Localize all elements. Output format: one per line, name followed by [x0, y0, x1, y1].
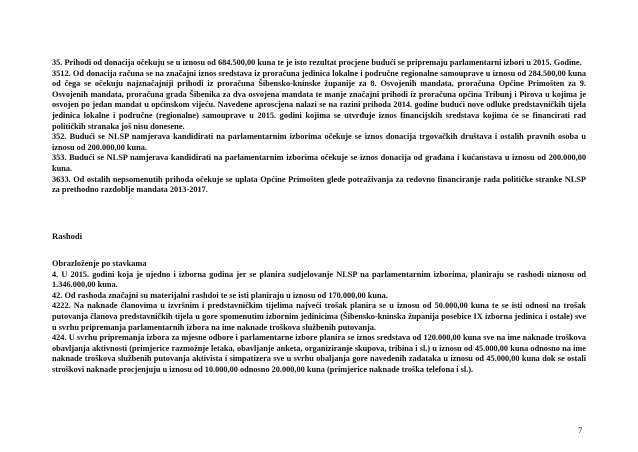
section-heading-rashodi: Rashodi [52, 231, 83, 241]
page-number: 7 [578, 425, 583, 435]
paragraph-35: 35. Prihodi od donacija očekuju se u iznosu od 684.500,00 kuna te je isto rezultat procjene budući se pripremaju parlamentarni izbori u 2015. Godine. [52, 58, 582, 67]
paragraph-4222: 4222. Na naknade članovima u izvršnim i predstavničkim tijelima najveći trošak planira se u iznosu od 50.000,00 kuna te se isti odnosi na trošak putovanja članova predstavničkih tijela u gore spomenutim izbornim jedinicima (Šibensko-kninska županija posebice IX izborna jedinica i ostale) sve u svrhu pripremanja parlamentarnih izbora na ime naknade troškova službenih putovanja. [52, 301, 586, 332]
paragraph-353: 353. Budući se NLSP namjerava kandidirati na parlamentarnim izborima očekuje se iznos donacija od građana i kućanstava u iznosu od 200.000,00 kuna. [52, 153, 586, 173]
paragraph-352: 352. Budući se NLSP namjerava kandidirati na parlamentarnim izborima očekuje se iznos donacija trgovačkih društava i ostalih pravnih osoba u iznosu od 200.000,00 kuna. [52, 132, 586, 152]
paragraph-3512: 3512. Od donacija računa se na značajni iznos sredstava iz proračuna jedinica lokalne i područne regionalne samouprave u iznosu od 284.500,00 kuna od čega se očekuju najznačajniji prihodi iz proračuna Šibensko-kninske županije za 8. Osvojenih mandata, proračuna Općine Primošten za 9. Osvojenih mandata, proračuna grada Šibenika za dva osvojena mandata te manje značajni prihodi iz proračuna općina Tribunj i Pirova u kojima je osvojen po jedan mandat u općinskom vijeću. Navedene aproscjena nalazi se na razini prihoda 2014. godine budući nove odluke predstavničkih tijela jedinica lokalne i područne (regionalne) samouprave u 2015. godini kojima se utvrđuje iznos financijskih sredstava kojima će se financirati rad političkih stranaka još nisu donesene. [52, 68, 586, 131]
paragraph-424: 424. U svrhu pripremanja izbora za mjesne odbore i parlamentarne izbore planira se iznos sredstava od 120.000,00 kuna sve na ime naknade troškova obavljanja aktivnosti (primjerice razmožnje letaka, obavljanje anketa, organiziranje skupova, tribina i sl.) u iznosu od 45.000,00 kuna odnosno na ime naknade troškova službenih putovanja aktivista i simpatizera sve u svrhu obaljanja gore navedenih zadataka u iznosu od 45.000,00 kuna dok se ostali stroškovi naknade procjenjuju u iznosu od 10.000,00 odnosno 20.000,00 kuna (primjerice naknade troška telefona i sl.). [52, 333, 586, 374]
subheading-explanation: Obrazloženje po stavkama [52, 259, 147, 268]
paragraph-3633: 3633. Od ostalih nepsomenutih prihoda očekuje se uplata Općine Primošten glede potraživanja za redovno financiranje rada političke stranke NLSP za prethodno razdoblje mandata 2013-2017. [52, 174, 586, 195]
income-section [52, 58, 586, 196]
paragraph-42: 42. Od rashoda značajni su materijalni rashdoi te se isti planiraju u iznosu od 170.000,00 kuna. [52, 290, 388, 300]
expenses-section [52, 259, 586, 376]
paragraph-4: 4. U 2015. godini koja je ujedno i izborna godina jer se planira sudjelovanje NLSP na parlamentarnim izborima, planiraju se rashodi uiznosu od 1.346.000,00 kuna. [52, 269, 586, 290]
